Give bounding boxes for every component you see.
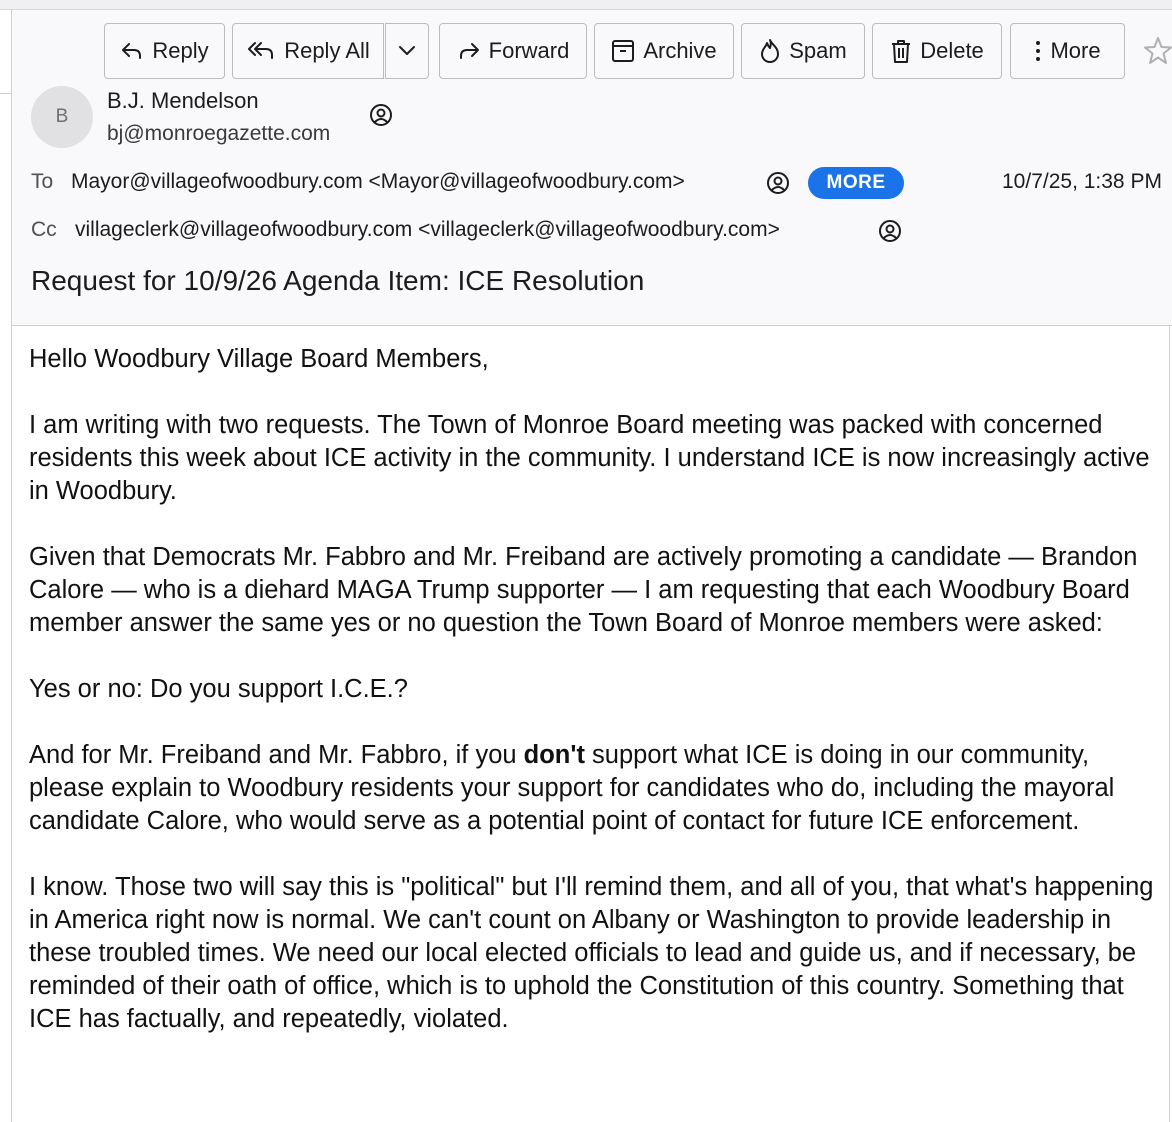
body-paragraph: I am writing with two requests. The Town of Monroe Board meeting was packed with concerned residents this week about ICE activity in the community. I understand ICE is now increasingly active in Woodbury. — [29, 411, 1150, 505]
cc-label: Cc — [31, 218, 57, 241]
reply-icon — [120, 41, 144, 61]
body-paragraph: I know. Those two will say this is "political" but I'll remind them, and all of you, that what's happening in America right now is normal. We can't count on Albany or Washington to provide leadership in these troubled times. We need our local elected officials to lead and guide us, and if necessary, be reminded of their oath of office, which is to uphold the Constitution of this country. Something that ICE has factually, and repeatedly, violated. — [29, 873, 1154, 1033]
body-text: support what ICE is doing in our community, please explain to Woodbury residents your support for candidates who do, including the mayoral candidate Calore, who would serve as a potential point of contact for future ICE enforcement. — [29, 741, 1115, 835]
archive-label: Archive — [643, 38, 717, 63]
divider — [11, 326, 12, 1122]
window-top-strip — [0, 0, 1172, 10]
body-paragraph: Given that Democrats Mr. Fabbro and Mr. Freiband are actively promoting a candidate — Brandon Calore — who is a diehard MAGA Trump supporter — I am requesting that each Woodbury Board member answer the same yes or no question the Town Board of Monroe members were asked: — [29, 543, 1138, 637]
reply-all-icon — [246, 40, 276, 62]
sender-email[interactable]: bj@monroegazette.com — [107, 122, 331, 145]
delete-button[interactable] — [872, 23, 1002, 79]
to-address[interactable]: Mayor@villageofwoodbury.com <Mayor@villageofwoodbury.com> — [71, 170, 685, 193]
flame-icon — [759, 38, 781, 64]
archive-icon — [611, 38, 635, 64]
body-bold-text: don't — [523, 741, 585, 769]
contact-icon[interactable] — [369, 103, 393, 127]
body-text: And for Mr. Freiband and Mr. Fabbro, if you — [29, 741, 524, 769]
contact-icon[interactable] — [878, 219, 902, 243]
reply-label: Reply — [152, 38, 209, 63]
divider — [1169, 326, 1170, 1122]
subject-line: Request for 10/9/26 Agenda Item: ICE Resolution — [31, 265, 645, 296]
sender-name[interactable]: B.J. Mendelson — [107, 88, 259, 113]
avatar: B — [31, 86, 93, 148]
message-body — [29, 343, 1164, 1069]
body-paragraph: Yes or no: Do you support I.C.E.? — [29, 675, 408, 703]
archive-button[interactable] — [594, 23, 734, 79]
spam-label: Spam — [789, 38, 847, 63]
more-recipients-badge[interactable]: MORE — [808, 167, 904, 199]
message-date: 10/7/25, 1:38 PM — [1002, 170, 1162, 193]
divider — [0, 93, 11, 94]
reply-all-label: Reply All — [284, 38, 370, 63]
vertical-dots-icon — [1034, 40, 1042, 62]
trash-icon — [890, 38, 912, 64]
more-label: More — [1050, 38, 1101, 63]
forward-button[interactable] — [439, 23, 587, 79]
more-button[interactable] — [1010, 23, 1125, 79]
reply-all-button[interactable] — [232, 23, 384, 79]
to-label: To — [31, 170, 54, 193]
contact-icon[interactable] — [766, 171, 790, 195]
forward-label: Forward — [488, 38, 570, 63]
body-paragraph — [29, 739, 1164, 838]
delete-label: Delete — [920, 38, 984, 63]
reply-button[interactable] — [104, 23, 225, 79]
spam-button[interactable] — [741, 23, 865, 79]
star-icon[interactable] — [1144, 36, 1172, 66]
reply-all-dropdown[interactable] — [385, 23, 429, 79]
forward-icon — [457, 41, 481, 61]
cc-address[interactable]: villageclerk@villageofwoodbury.com <villageclerk@villageofwoodbury.com> — [75, 218, 780, 241]
greeting: Hello Woodbury Village Board Members, — [29, 345, 489, 373]
chevron-down-icon — [398, 45, 416, 57]
